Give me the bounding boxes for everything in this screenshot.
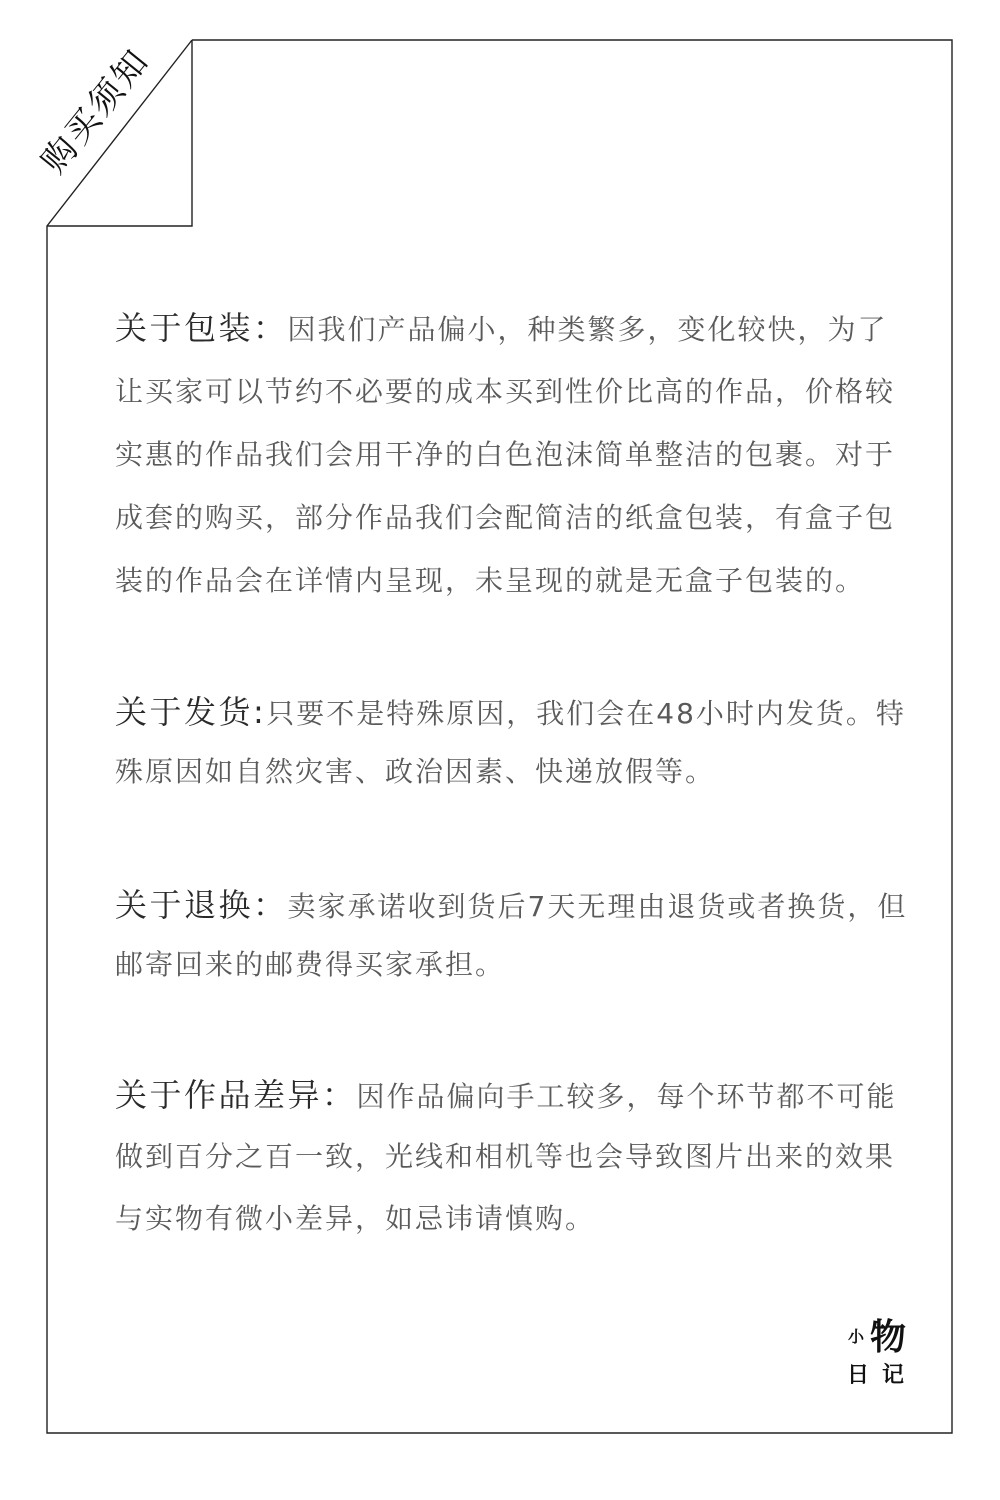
differences-line-3: 与实物有微小差异，如忌讳请慎购。 <box>115 1202 596 1235</box>
returns-text: 卖家承诺收到货后7天无理由退货或者换货，但 <box>287 890 908 923</box>
packaging-heading: 关于包装： <box>115 309 288 347</box>
section-shipping <box>115 682 945 802</box>
corner-label: 购买须知 <box>33 40 159 182</box>
section-packaging <box>115 297 945 612</box>
returns-line-2: 邮寄回来的邮费得买家承担。 <box>115 948 506 981</box>
shipping-text: 只要不是特殊原因，我们会在48小时内发货。特 <box>266 697 906 730</box>
section-returns <box>115 875 945 995</box>
shipping-heading: 关于发货: <box>115 693 267 731</box>
differences-line-1 <box>115 1064 945 1126</box>
differences-heading: 关于作品差异： <box>115 1076 357 1114</box>
packaging-line-5: 装的作品会在详情内呈现，未呈现的就是无盒子包装的。 <box>115 564 866 597</box>
logo-char-large: 物 <box>870 1316 907 1358</box>
differences-text: 因作品偏向手工较多，每个环节都不可能 <box>356 1080 897 1113</box>
shipping-line-2: 殊原因如自然灾害、政治因素、快递放假等。 <box>115 755 716 788</box>
section-product-differences <box>115 1064 945 1250</box>
packaging-line-1 <box>115 297 945 360</box>
returns-line-1 <box>115 875 945 935</box>
logo-char-bottom-right: 记 <box>882 1362 905 1388</box>
packaging-line-2: 让买家可以节约不必要的成本买到性价比高的作品，价格较 <box>115 375 896 408</box>
logo-char-bottom-left: 日 <box>847 1362 870 1388</box>
packaging-text: 因我们产品偏小，种类繁多，变化较快，为了 <box>287 313 888 346</box>
logo-char-small: 小 <box>848 1327 865 1346</box>
packaging-line-4: 成套的购买，部分作品我们会配简洁的纸盒包装，有盒子包 <box>115 501 896 534</box>
packaging-line-3: 实惠的作品我们会用干净的白色泡沫简单整洁的包裹。对于 <box>115 438 896 471</box>
returns-heading: 关于退换： <box>115 886 288 924</box>
shipping-line-1 <box>115 682 945 742</box>
differences-line-2: 做到百分之百一致，光线和相机等也会导致图片出来的效果 <box>115 1140 896 1173</box>
